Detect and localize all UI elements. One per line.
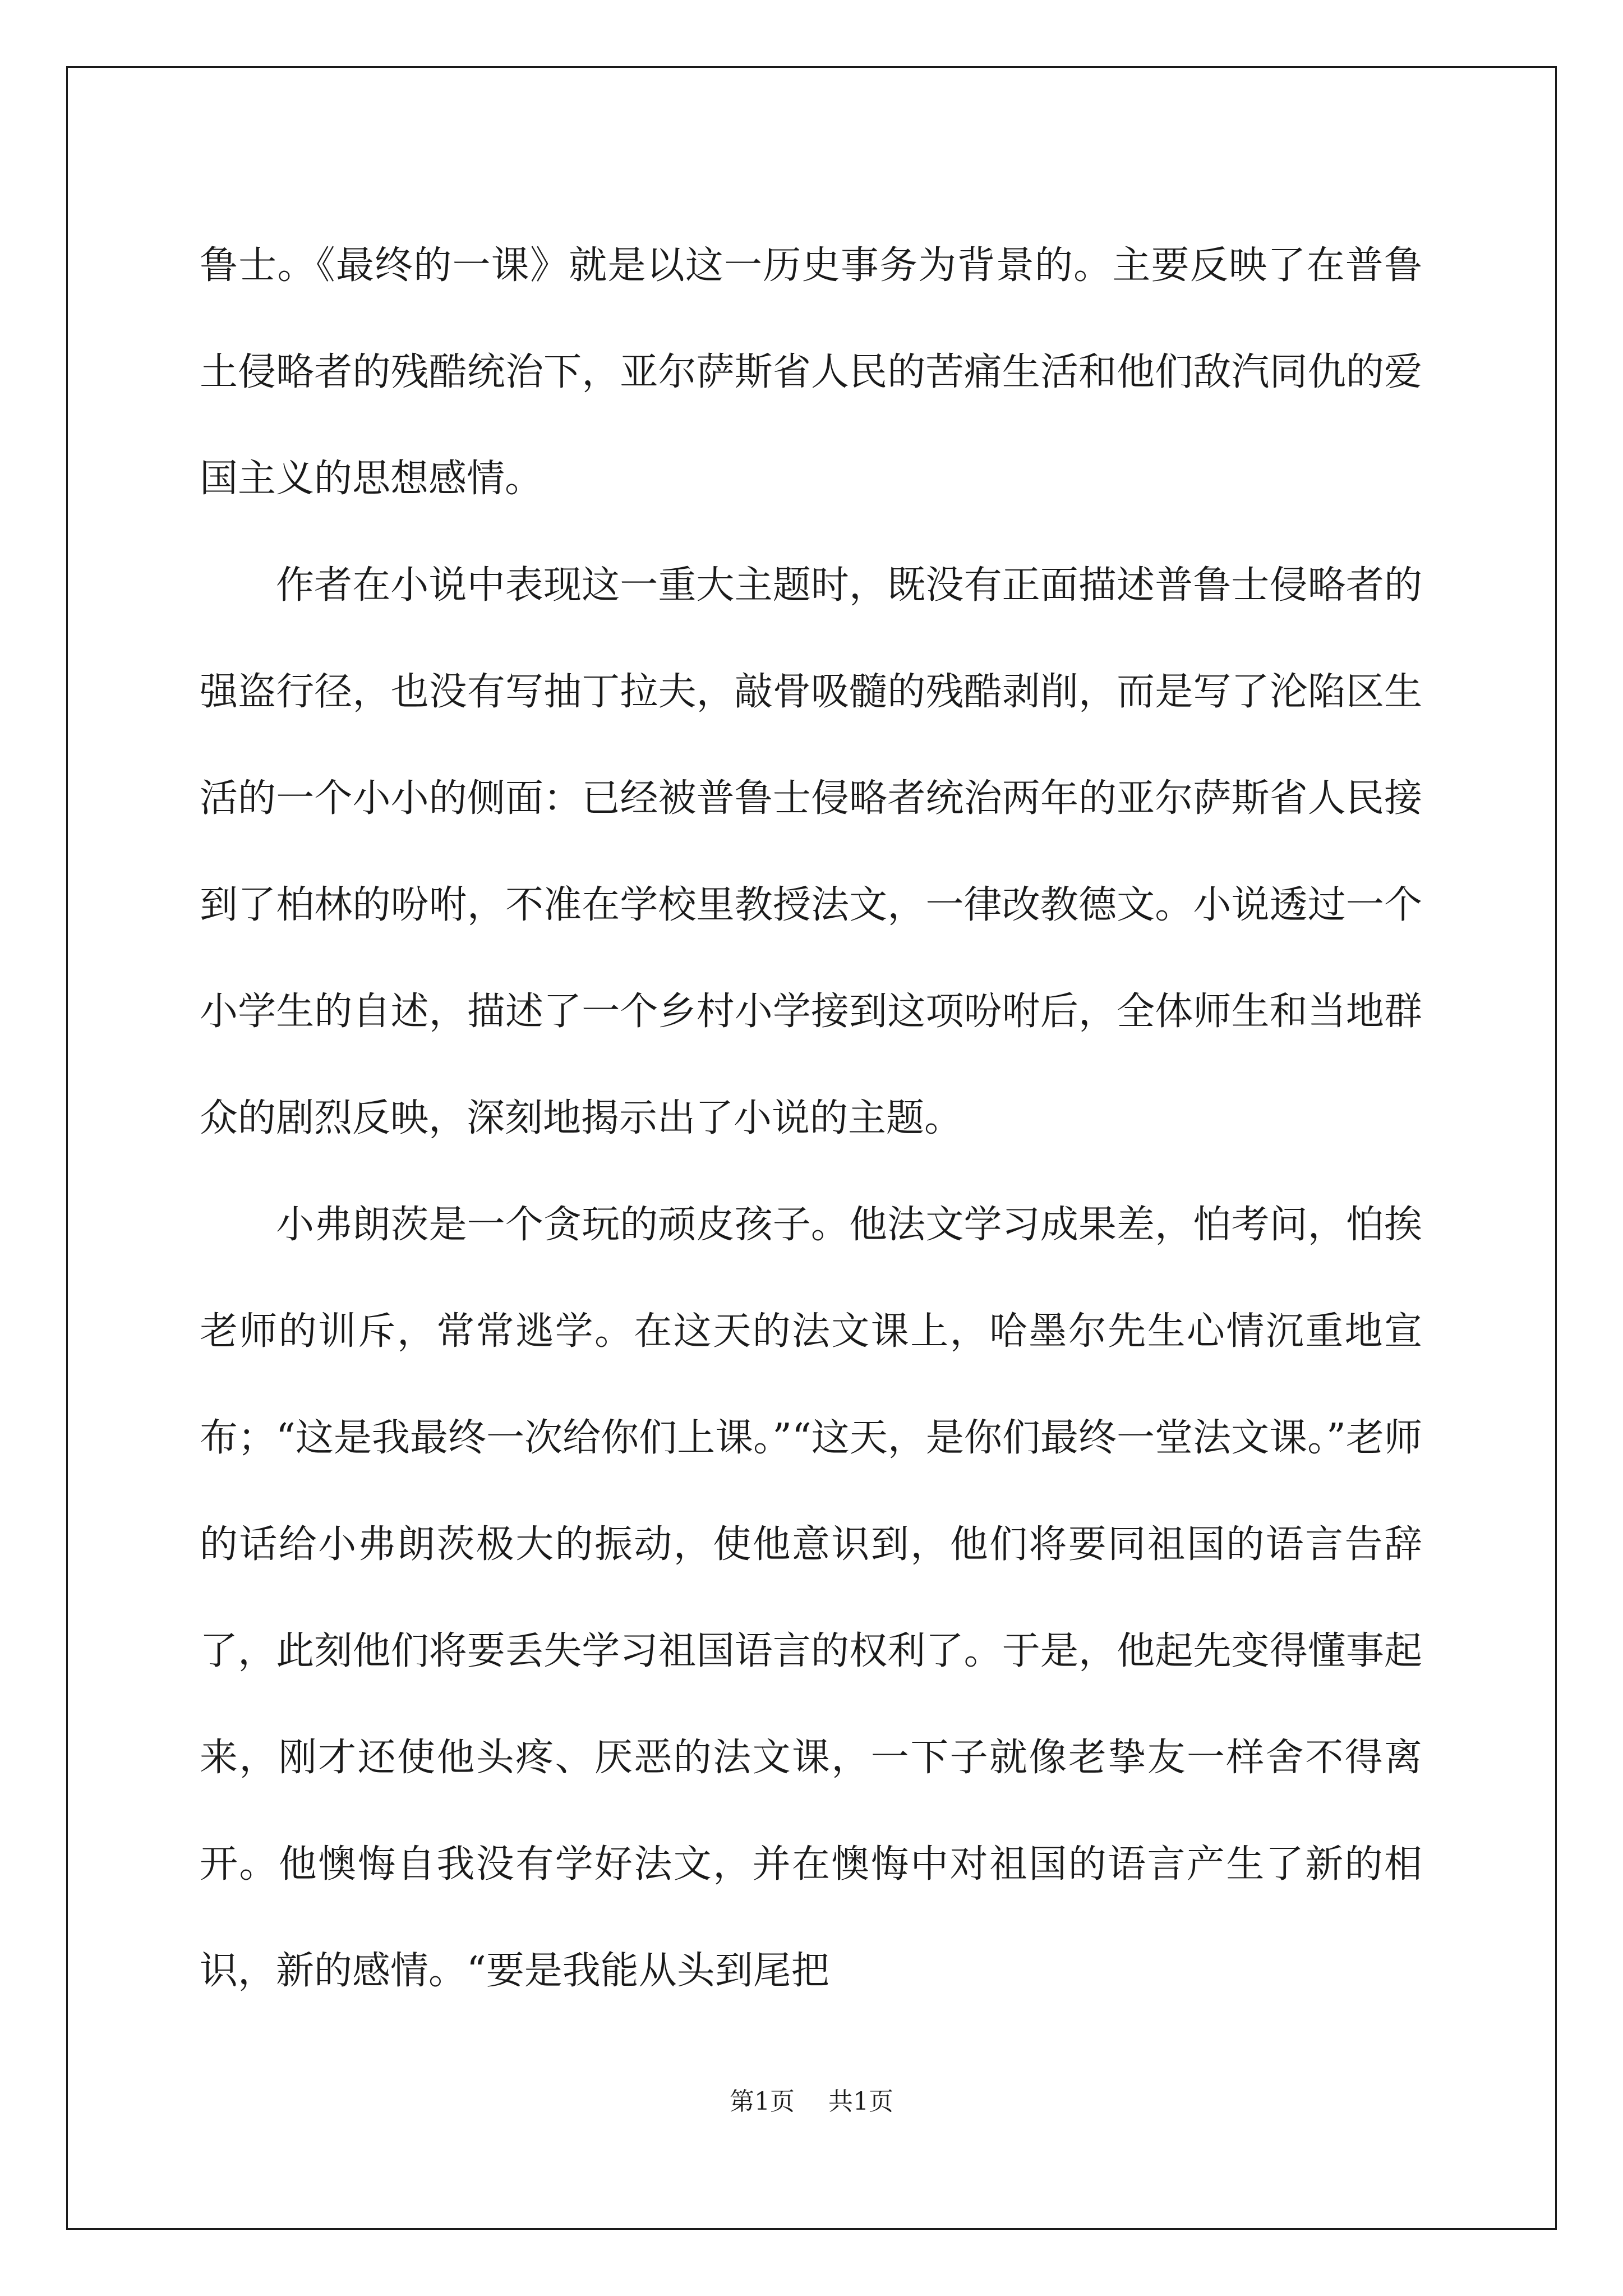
paragraph-2: 作者在小说中表现这一重大主题时，既没有正面描述普鲁士侵略者的强盗行径，也没有写抽丁拉夫，敲骨吸髓的残酷剥削，而是写了沦陷区生活的一个小小的侧面：已经被普鲁士侵略者统治两年的亚尔萨斯省人民接到了柏林的吩咐，不准在学校里教授法文，一律改教德文。小说透过一个小学生的自述，描述了一个乡村小学接到这项吩咐后，全体师生和当地群众的剧烈反映，深刻地揭示出了小说的主题。 — [200, 563, 1422, 1140]
page-total: 共1页 — [828, 2087, 893, 2116]
page-number: 第1页 — [730, 2087, 795, 2116]
paragraph-1: 鲁士。《最终的一课》就是以这一历史事务为背景的。主要反映了在普鲁土侵略者的残酷统治下，亚尔萨斯省人民的苦痛生活和他们敌汽同仇的爱国主义的思想感情。 — [200, 243, 1422, 501]
paragraph-3: 小弗朗茨是一个贪玩的顽皮孩子。他法文学习成果差，怕考问，怕挨老师的训斥，常常逃学。在这天的法文课上，哈墨尔先生心情沉重地宣布；“这是我最终一次给你们上课。”“这天，是你们最终一堂法文课。”老师的话给小弗朗茨极大的振动，使他意识到，他们将要同祖国的语言告辞了，此刻他们将要丢失学习祖国语言的权利了。于是，他起先变得懂事起来，刚才还使他头疼、厌恶的法文课，一下子就像老挚友一样舍不得离开。他懊悔自我没有学好法文，并在懊悔中对祖国的语言产生了新的相识，新的感情。“要是我能从头到尾把 — [200, 1203, 1422, 1993]
document-body — [200, 213, 1422, 2024]
page-footer — [0, 2081, 1623, 2117]
